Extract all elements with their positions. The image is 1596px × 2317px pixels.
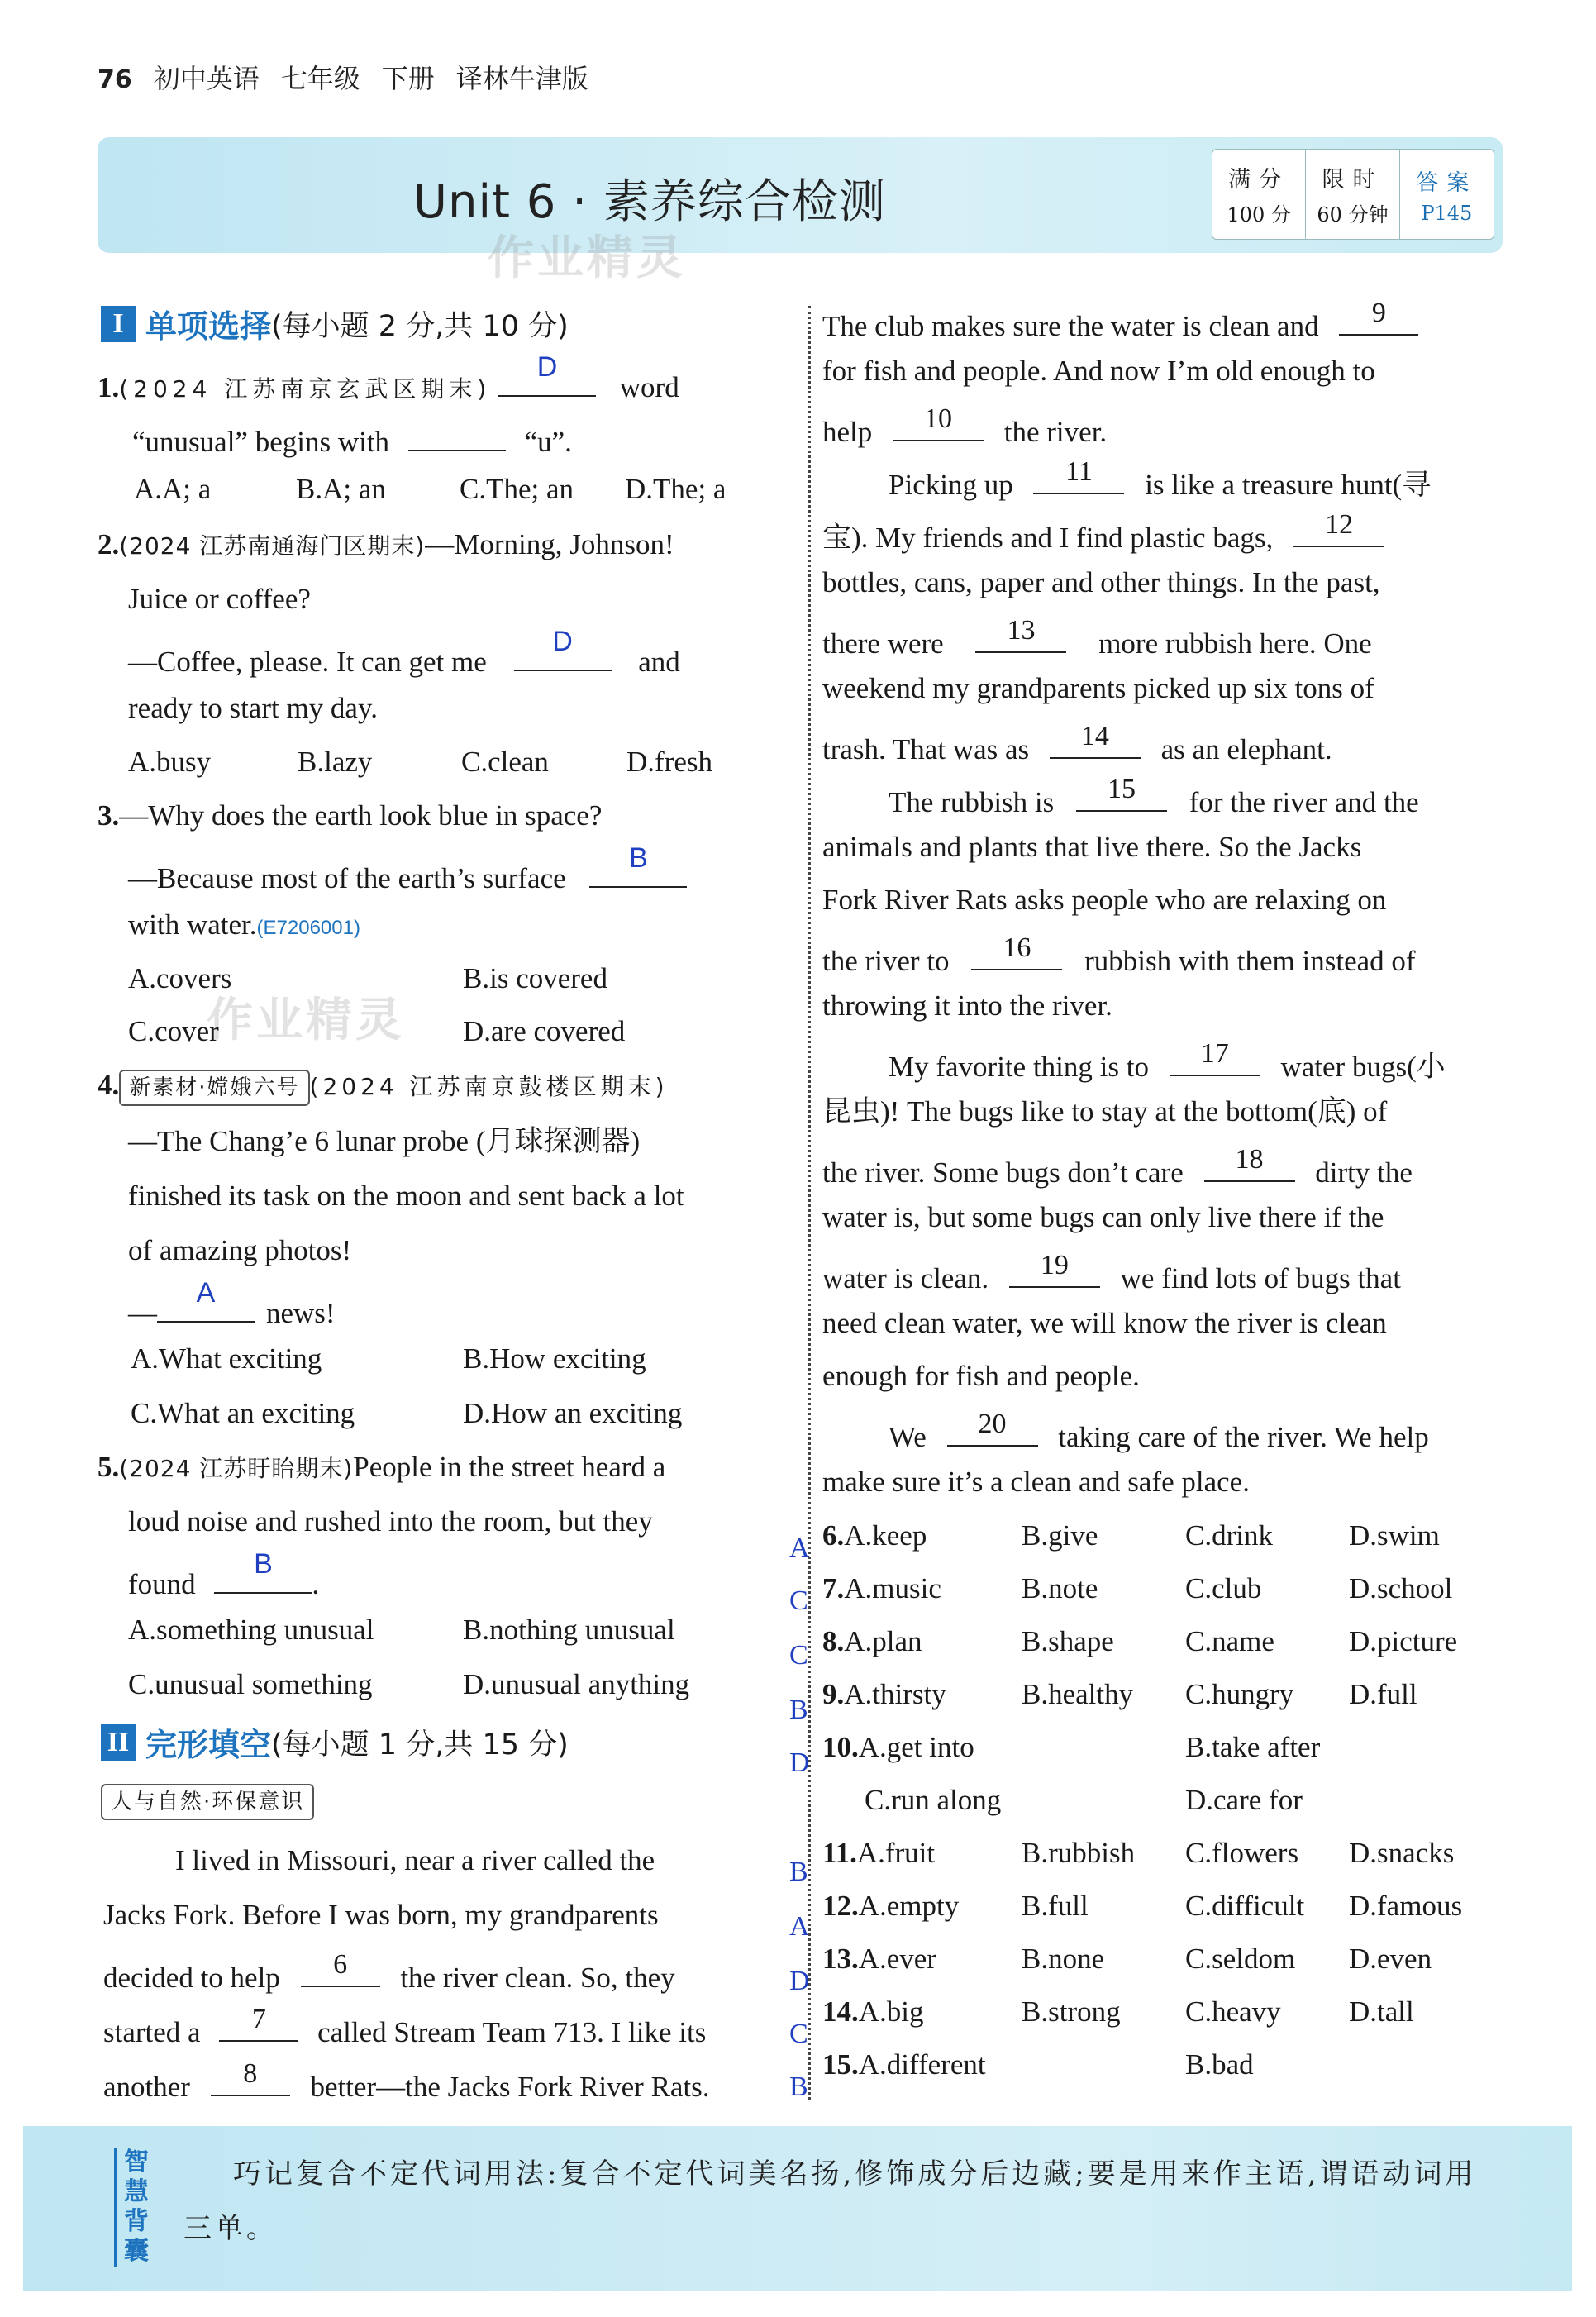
section2-number: II [101,1724,136,1761]
cloze-blank [1204,1144,1295,1182]
cloze-option: A.keep [844,1519,927,1552]
passage-line: make sure it’s a clean and safe place. [822,1466,1250,1498]
passage-text: started a [103,2016,201,2048]
passage-line: 昆虫)! The bugs like to stay at the bottom(底) of [822,1095,1388,1128]
q4-number: 4. [98,1069,120,1101]
cloze-option-number: 8. [822,1625,845,1657]
q5-answer: B [254,1548,273,1580]
q4-dash: — [128,1297,157,1329]
q3-text-b: —Because most of the earth’s surface [128,862,566,894]
passage-line: animals and plants that live there. So the Jacks [822,831,1362,863]
passage-line [822,1250,1401,1295]
q4-source: (2024 江苏南京鼓楼区期末) [309,1073,669,1100]
passage-text: water is clean. [822,1262,989,1294]
passage-text: called Stream Team 713. I like its [317,2016,707,2048]
cloze-blank-number: 11 [1065,456,1093,487]
cloze-option: A.fruit [856,1837,936,1869]
q5-option: B.nothing unusual [463,1614,675,1646]
q3-option: C.cover [128,1015,219,1047]
q3-line2 [128,842,687,895]
cloze-option: B.take after [1185,1731,1321,1763]
cloze-option: D.famous [1349,1890,1463,1922]
passage-line [889,774,1419,819]
q5-option: D.unusual anything [463,1668,690,1700]
passage-line: Jacks Fork. Before I was born, my grandparents [103,1899,659,1931]
cloze-blank-number: 6 [333,1949,348,1980]
q5-text-a: People in the street heard a [353,1451,666,1483]
cloze-option: C.run along [865,1784,1002,1816]
q3-line1 [98,800,602,832]
passage-line [822,403,1108,449]
cloze-option: D.picture [1349,1625,1458,1657]
cloze-option: C.name [1185,1625,1274,1657]
cloze-blank-number: 15 [1108,774,1136,804]
margin-answer: D [789,1966,810,1996]
full-score-label: 满分 [1228,167,1290,193]
q4-text-c: of amazing photos! [128,1234,352,1266]
section2-tag-line [101,1784,314,1820]
cloze-option: A.different [858,2048,986,2081]
margin-answer: C [789,1640,808,1671]
cloze-blank [893,403,984,441]
full-score-value: 100 分 [1227,203,1291,226]
margin-answer: D [789,1747,810,1778]
margin-answer: B [789,1857,808,1887]
cloze-option: C.club [1185,1572,1262,1604]
cloze-blank-number: 19 [1040,1250,1069,1280]
passage-line [103,1949,675,1995]
q3-text-a: —Why does the earth look blue in space? [119,799,603,832]
q5-number: 5. [98,1451,120,1483]
cloze-option-row [822,1572,941,1605]
watermark: 作业精灵 [488,231,686,285]
q2-answer: D [552,626,573,657]
cloze-blank-number: 17 [1200,1038,1229,1069]
q3-text-c: with water. [128,908,257,941]
passage-line [822,298,1418,343]
passage-text: as an elephant. [1160,733,1332,765]
cloze-option-row [822,1890,959,1923]
cloze-blank-number: 18 [1235,1144,1264,1175]
q4-text-a: —The Chang’e 6 lunar probe (月球探测器) [128,1125,641,1157]
passage-line: Fork River Rats asks people who are relaxing on [822,884,1387,916]
passage-line [889,1038,1446,1084]
q3-option: A.covers [128,962,232,994]
cloze-option: B.shape [1022,1625,1114,1657]
q1-blank-2 [408,418,506,451]
passage-text: more rubbish here. One [1098,627,1372,660]
q1-source: (2024 江苏南京玄武区期末) [119,375,492,403]
passage-line: water is, but some bugs can only live there if the [822,1201,1384,1233]
watermark: 作业精灵 [207,994,405,1047]
q4-line1 [98,1070,669,1106]
q4-text-d: news! [266,1297,336,1329]
passage-text: we find lots of bugs that [1120,1262,1401,1294]
q2-text-e: ready to start my day. [128,692,378,724]
q2-line1 [98,529,674,561]
passage-text: for the river and the [1189,786,1419,818]
q5-line3 [128,1548,320,1601]
passage-line: throwing it into the river. [822,989,1112,1022]
cloze-blank-number: 20 [978,1409,1007,1439]
tip-label: 智慧背囊 [114,2148,152,2267]
q4-text-b: finished its task on the moon and sent back a lot [128,1180,684,1212]
cloze-option-number: 10. [822,1731,859,1763]
cloze-blank [1033,456,1124,494]
passage-text: the river. [1003,416,1108,448]
passage-text: the river clean. So, they [400,1962,675,1994]
passage-line: weekend my grandparents picked up six tons of [822,672,1374,704]
q4-tag: 新素材·嫦娥六号 [119,1070,309,1106]
q1-line1 [98,351,679,404]
cloze-option: C.difficult [1185,1890,1305,1922]
passage-text: The rubbish is [889,786,1055,818]
passage-text: decided to help [103,1962,280,1994]
page-number: 76 [98,65,132,94]
cloze-blank [975,615,1066,653]
q1-text-c: “u”. [524,426,572,458]
cloze-blank-number: 10 [924,403,953,434]
cloze-blank [219,2004,298,2042]
cloze-blank [947,1409,1038,1447]
cloze-option: A.music [844,1572,941,1604]
cloze-option: B.note [1022,1572,1098,1604]
q4-answer: A [196,1277,216,1309]
passage-line [822,615,1372,660]
section1-heading [101,301,569,346]
cloze-option: B.bad [1185,2048,1254,2081]
answer-page-label: 答案 [1416,169,1478,196]
cloze-option-row [822,1625,922,1658]
margin-answer: C [789,2019,808,2049]
cloze-option: D.swim [1349,1519,1440,1552]
passage-text: My favorite thing is to [889,1051,1149,1083]
cloze-blank-number: 12 [1325,509,1354,540]
q3-number: 3. [98,799,120,832]
q3-blank [589,842,687,888]
column-divider [808,306,811,2100]
q5-line1 [98,1452,665,1484]
passage-line: enough for fish and people. [822,1360,1140,1392]
q5-option: A.something unusual [128,1614,374,1646]
section2-tag: 人与自然·环保意识 [101,1784,314,1820]
margin-answer: B [789,1695,808,1725]
q5-option: C.unusual something [128,1668,373,1700]
passage-line [822,932,1416,978]
q5-blank [214,1548,312,1594]
q4-option: C.What an exciting [131,1397,355,1429]
unit-title: Unit 6 · 素养综合检测 [413,175,886,229]
q1-number: 1. [98,371,120,403]
passage-text: rubbish with them instead of [1084,945,1416,977]
passage-text: trash. That was as [822,733,1030,765]
cloze-blank [1076,774,1167,812]
cloze-option-row [822,1731,974,1764]
cloze-option-number: 14. [822,1995,859,2028]
q1-text-a: word [619,371,679,403]
cloze-blank [211,2058,290,2096]
passage-text: the river to [822,945,950,977]
passage-line [822,1144,1413,1189]
margin-answer: A [789,1533,810,1563]
cloze-option: A.get into [858,1731,974,1763]
time-limit-value: 60 分钟 [1317,203,1389,226]
cloze-option: A.big [858,1995,924,2028]
cloze-option: D.snacks [1349,1837,1455,1869]
section1-title: 单项选择 [145,308,272,345]
cloze-option-row [822,1943,936,1976]
cloze-option: C.seldom [1185,1943,1296,1975]
passage-line [103,2004,707,2049]
q2-line3 [128,626,680,679]
cloze-option-number: 9. [822,1678,845,1710]
cloze-option: A.plan [844,1625,922,1657]
cloze-blank [1009,1250,1100,1288]
cloze-option-number: 6. [822,1519,845,1552]
cloze-blank-number: 7 [251,2004,266,2034]
answer-page-value: P145 [1421,201,1473,225]
cloze-option-number: 11. [822,1837,857,1869]
tip-text: 巧记复合不定代词用法:复合不定代词美名扬,修饰成分后边藏;要是用来作主语,谓语动词用 [233,2157,1477,2191]
q1-text-b: “unusual” begins with [132,426,390,458]
passage-line: I lived in Missouri, near a river called the [175,1844,655,1876]
q3-line3 [128,909,360,942]
q4-line5 [128,1277,336,1330]
cloze-blank [1339,298,1418,336]
passage-text: better—the Jacks Fork River Rats. [310,2071,710,2103]
passage-text: help [822,416,873,448]
header-subject: 初中英语 [153,63,260,94]
cloze-option: A.empty [858,1890,960,1922]
q3-answer: B [629,842,648,874]
q1-answer: D [536,351,558,383]
cloze-blank [1170,1038,1260,1076]
cloze-blank-number: 8 [243,2058,258,2089]
cloze-blank [1293,509,1384,547]
cloze-option: C.drink [1185,1519,1273,1552]
q2-number: 2. [98,528,120,560]
passage-line: for fish and people. And now I’m old enough to [822,355,1375,387]
q5-text-c: found [128,1568,196,1600]
section1-number: I [101,306,136,342]
full-score-cell [1212,150,1306,239]
cloze-option: C.heavy [1185,1995,1281,2028]
passage-text: water bugs(小 [1280,1051,1446,1083]
header-volume: 下册 [381,63,435,94]
cloze-option: D.school [1349,1572,1453,1604]
cloze-blank-number: 9 [1371,298,1386,328]
cloze-option-row [822,1837,935,1870]
q4-option: B.How exciting [463,1342,646,1375]
passage-text: taking care of the river. We help [1058,1421,1429,1453]
q2-text-d: and [638,646,680,678]
q1-option: C.The; an [460,473,574,505]
passage-line: need clean water, we will know the river is clean [822,1307,1387,1339]
header-edition: 译林牛津版 [455,63,588,94]
passage-text: 宝). My friends and I find plastic bags, [822,522,1274,554]
section2-note: (每小题 1 分,共 15 分) [271,1728,569,1762]
passage-text: the river. Some bugs don’t care [822,1156,1184,1189]
q1-option: A.A; a [134,473,212,505]
passage-text: is like a treasure hunt(寻 [1145,469,1432,501]
cloze-option: D.care for [1185,1784,1303,1816]
q1-option: D.The; a [625,473,727,505]
q1-option: B.A; an [296,473,386,505]
q3-option: B.is covered [463,962,607,994]
margin-answer: A [789,1911,810,1942]
passage-text: dirty the [1315,1156,1413,1189]
q3-code: (E7206001) [256,917,360,939]
score-box [1212,149,1494,240]
passage-line [822,721,1332,766]
cloze-option: D.tall [1349,1995,1414,2028]
passage-text: The club makes sure the water is clean and [822,310,1319,342]
cloze-option: C.hungry [1185,1678,1294,1710]
time-limit-label: 限时 [1322,167,1384,193]
cloze-option: D.even [1349,1943,1432,1975]
q5-text-b: loud noise and rushed into the room, but they [128,1505,653,1538]
answer-page-cell [1400,150,1494,239]
cloze-option-row [822,2048,986,2081]
q2-text-a: —Morning, Johnson! [425,528,674,560]
passage-line [889,456,1432,502]
cloze-option: B.full [1022,1890,1089,1922]
q2-option: A.busy [128,746,212,778]
cloze-blank-number: 13 [1007,615,1036,646]
header-grade: 七年级 [280,63,360,94]
q2-text-c: —Coffee, please. It can get me [128,646,487,678]
cloze-option-number: 7. [822,1572,845,1604]
q2-option: B.lazy [298,746,373,778]
passage-line [822,509,1384,555]
cloze-option: B.rubbish [1022,1837,1136,1869]
passage-text: there were [822,627,944,660]
q4-option: D.How an exciting [463,1397,683,1429]
cloze-option-number: 13. [822,1943,859,1975]
cloze-option-row [822,1519,927,1552]
section1-note: (每小题 2 分,共 10 分) [271,309,569,343]
q2-option: C.clean [461,746,549,778]
passage-text: another [103,2071,190,2103]
q4-blank [157,1277,255,1323]
cloze-blank [971,932,1062,970]
passage-text: We [889,1421,927,1453]
cloze-option: C.flowers [1185,1837,1299,1869]
cloze-option: A.ever [858,1943,937,1975]
cloze-option-row [822,1678,946,1711]
q4-option: A.What exciting [131,1342,322,1375]
section2-heading [101,1719,569,1765]
passage-line [103,2058,710,2104]
cloze-option: B.healthy [1022,1678,1134,1710]
cloze-option-number: 15. [822,2048,859,2081]
cloze-option: A.thirsty [844,1678,946,1710]
q1-blank [498,351,596,397]
passage-text: Picking up [889,469,1013,501]
cloze-blank [301,1949,380,1987]
margin-answer: B [789,2071,808,2102]
running-header [98,58,588,96]
q1-line2 [132,418,572,459]
passage-line [889,1409,1429,1454]
cloze-option-row [822,1995,924,2029]
cloze-blank [1050,721,1141,759]
q3-option: D.are covered [463,1015,626,1047]
q2-source: (2024 江苏南通海门区期末) [119,532,426,560]
cloze-option: D.full [1349,1678,1417,1710]
cloze-blank-number: 14 [1080,721,1109,751]
q5-source: (2024 江苏盱眙期末) [119,1455,354,1482]
q2-blank [514,626,612,671]
cloze-option: B.give [1022,1519,1098,1552]
margin-answer: C [789,1585,808,1616]
cloze-blank-number: 16 [1003,932,1031,963]
cloze-option-number: 12. [822,1890,859,1922]
passage-line: bottles, cans, paper and other things. In the past, [822,566,1380,598]
cloze-option: B.none [1022,1943,1105,1975]
q5-text-d: . [312,1568,320,1600]
q2-text-b: Juice or coffee? [128,583,311,615]
section2-title: 完形填空 [145,1727,272,1763]
time-limit-cell [1306,150,1399,239]
q2-option: D.fresh [626,746,712,778]
cloze-option: B.strong [1022,1995,1121,2028]
tip-text: 三单。 [183,2212,278,2245]
